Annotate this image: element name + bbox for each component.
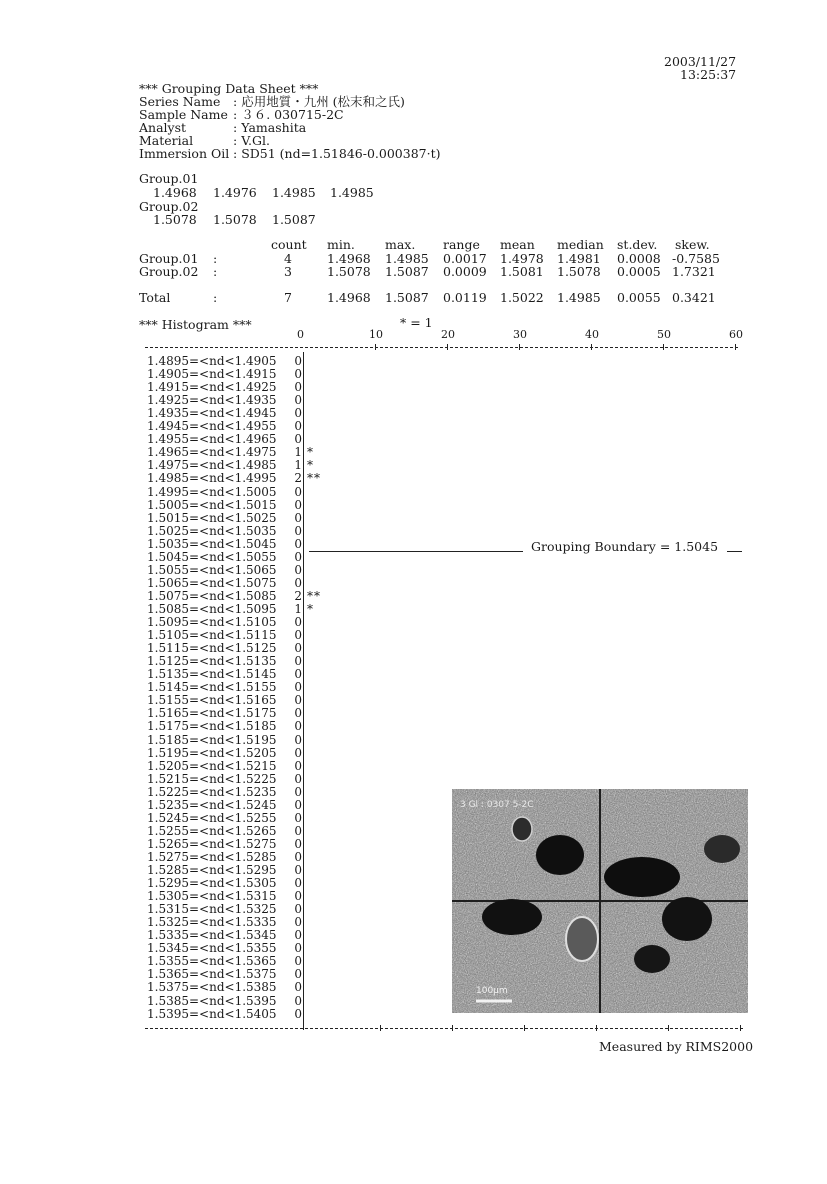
histogram-bin-count: 1 (294, 602, 302, 616)
info-key: Immersion Oil (139, 146, 230, 161)
info-value: V.Gl. (241, 133, 270, 148)
histogram-bin-label: 1.5215=<nd<1.5225 (147, 771, 277, 786)
histogram-bin-label: 1.5115=<nd<1.5125 (147, 641, 277, 656)
stats-header: mean (500, 237, 535, 252)
stats-cell: -0.7585 (672, 251, 720, 266)
histogram-bin-count: 0 (294, 784, 302, 799)
histogram-bin-count: 0 (294, 562, 302, 577)
histogram-bin-label: 1.5295=<nd<1.5305 (147, 876, 277, 890)
stats-total-cell: 1.5022 (500, 290, 544, 305)
histogram-row (147, 838, 387, 851)
histogram-bin-label: 1.5005=<nd<1.5015 (147, 497, 277, 512)
histogram-bin-count: 0 (294, 1006, 302, 1021)
info-value: Yamashita (241, 120, 307, 135)
group-value: 1.5078 (213, 212, 257, 227)
stats-cell: 1.5078 (557, 264, 601, 279)
axis-tick-top (447, 344, 448, 350)
axis-tick-label: 10 (369, 328, 383, 341)
axis-tick-bottom (452, 1025, 453, 1031)
histogram-bin-label: 1.5145=<nd<1.5155 (147, 680, 277, 695)
histogram-bin-count: 2 (294, 588, 302, 603)
histogram-bin-count: 0 (294, 876, 302, 890)
group-name: Group.01 (139, 171, 199, 186)
info-sep: : (233, 94, 242, 109)
histogram-bin-label: 1.5035=<nd<1.5045 (147, 536, 277, 551)
histogram-row (147, 981, 387, 994)
stats-total-cell: 7 (284, 290, 292, 305)
group-value: 1.4968 (153, 185, 197, 200)
histogram-bin-count: 0 (294, 941, 302, 956)
stats-cell: 4 (284, 251, 292, 266)
histogram-bin-count: 0 (294, 680, 302, 695)
histogram-bin-count: 0 (294, 354, 302, 368)
histogram-row (147, 694, 387, 707)
histogram-bar: ** (307, 588, 321, 603)
histogram-bin-label: 1.5095=<nd<1.5105 (147, 615, 277, 629)
stats-cell: 1.5081 (500, 264, 544, 279)
histogram-bin-count: 1 (294, 445, 302, 460)
info-key: Sample Name (139, 107, 228, 122)
histogram-bin-label: 1.5275=<nd<1.5285 (147, 849, 277, 864)
histogram-row (147, 747, 387, 760)
histogram-bin-count: 0 (294, 536, 302, 551)
grouping-boundary-label: Grouping Boundary = 1.5045 (531, 539, 719, 554)
histogram-row (147, 564, 387, 577)
histogram-bin-count: 0 (294, 863, 302, 877)
histogram-title: *** Histogram *** (139, 317, 252, 332)
histogram-bar: * (307, 602, 314, 616)
histogram-bin-label: 1.5165=<nd<1.5175 (147, 706, 277, 721)
info-sep: : (233, 120, 242, 135)
histogram-bin-count: 0 (294, 967, 302, 982)
histogram-bin-label: 1.5325=<nd<1.5335 (147, 915, 277, 930)
axis-tick-top (735, 344, 736, 350)
info-row (139, 147, 441, 160)
histogram-bin-label: 1.4985=<nd<1.4995 (147, 471, 277, 486)
histogram-bin-label: 1.5235=<nd<1.5245 (147, 797, 277, 812)
histogram-bin-label: 1.4895=<nd<1.4905 (147, 354, 277, 368)
stats-cell: 0.0017 (443, 251, 487, 266)
histogram-row (147, 720, 387, 733)
histogram-bin-label: 1.5185=<nd<1.5195 (147, 732, 277, 747)
histogram-bin-label: 1.5045=<nd<1.5055 (147, 549, 277, 564)
histogram-bin-label: 1.5025=<nd<1.5035 (147, 523, 277, 538)
stats-cell: 1.4981 (557, 251, 601, 266)
stats-total-cell: 0.0119 (443, 290, 487, 305)
stats-cell: 1.7321 (672, 264, 716, 279)
histogram-bin-label: 1.5085=<nd<1.5095 (147, 602, 277, 616)
axis-tick-bottom (380, 1025, 381, 1031)
histogram-row (147, 577, 387, 590)
histogram-bin-count: 0 (294, 745, 302, 760)
histogram-bin-label: 1.5375=<nd<1.5385 (147, 980, 277, 995)
histogram-bin-label: 1.5015=<nd<1.5025 (147, 510, 277, 525)
histogram-row (147, 825, 387, 838)
info-key: Material (139, 133, 194, 148)
histogram-row (147, 955, 387, 968)
histogram-bin-label: 1.5315=<nd<1.5325 (147, 902, 277, 917)
stats-total-cell: 1.4968 (327, 290, 371, 305)
axis-tick-top (375, 344, 376, 350)
stats-header: skew. (675, 237, 710, 252)
axis-tick-top (591, 344, 592, 350)
axis-tick-bottom (740, 1025, 741, 1031)
histogram-bin-count: 1 (294, 458, 302, 473)
histogram-row (147, 629, 387, 642)
histogram-row (147, 472, 387, 485)
histogram-bin-count: 0 (294, 615, 302, 629)
axis-tick-bottom (524, 1025, 525, 1031)
histogram-bin-count: 0 (294, 797, 302, 812)
histogram-axis-bottom (145, 1028, 743, 1029)
axis-tick-top (519, 344, 520, 350)
histogram-bin-count: 0 (294, 993, 302, 1008)
histogram-bin-count: 0 (294, 889, 302, 904)
stats-total-label: Total (139, 290, 171, 305)
histogram-row (147, 1008, 387, 1021)
histogram-bin-label: 1.5305=<nd<1.5315 (147, 889, 277, 904)
histogram-bin-count: 0 (294, 732, 302, 747)
axis-tick-top (663, 344, 664, 350)
stats-row-label: Group.02 (139, 264, 199, 279)
histogram-bin-label: 1.4955=<nd<1.4965 (147, 432, 277, 447)
micrograph-image (452, 789, 748, 1013)
stats-cell: 0.0008 (617, 251, 661, 266)
histogram-bin-count: 0 (294, 380, 302, 395)
histogram-bin-label: 1.5225=<nd<1.5235 (147, 784, 277, 799)
histogram-row (147, 799, 387, 812)
histogram-bin-label: 1.4935=<nd<1.4945 (147, 406, 277, 421)
group-value: 1.4985 (272, 185, 316, 200)
histogram-row (147, 812, 387, 825)
histogram-row (147, 394, 387, 407)
axis-tick-bottom (668, 1025, 669, 1031)
histogram-bar: * (307, 458, 314, 473)
histogram-bin-label: 1.5385=<nd<1.5395 (147, 993, 277, 1008)
histogram-row (147, 773, 387, 786)
histogram-bin-label: 1.5105=<nd<1.5115 (147, 628, 277, 642)
histogram-bin-label: 1.5075=<nd<1.5085 (147, 588, 277, 603)
axis-tick-label: 20 (441, 328, 455, 341)
histogram-bin-count: 0 (294, 510, 302, 525)
histogram-bin-label: 1.5055=<nd<1.5065 (147, 562, 277, 577)
histogram-row (147, 499, 387, 512)
histogram-bin-count: 0 (294, 393, 302, 408)
histogram-bin-label: 1.5395=<nd<1.5405 (147, 1006, 277, 1021)
histogram-bin-count: 0 (294, 549, 302, 564)
histogram-bin-label: 1.4915=<nd<1.4925 (147, 380, 277, 395)
stats-cell: 1.4985 (385, 251, 429, 266)
histogram-bin-count: 0 (294, 484, 302, 499)
histogram-bin-count: 0 (294, 719, 302, 734)
axis-tick-label: 30 (513, 328, 527, 341)
histogram-bin-count: 0 (294, 810, 302, 825)
histogram-row (147, 551, 387, 564)
stats-total-cell: 0.0055 (617, 290, 661, 305)
axis-tick-bottom (596, 1025, 597, 1031)
histogram-bin-label: 1.4995=<nd<1.5005 (147, 484, 277, 499)
axis-tick-label: 60 (729, 328, 743, 341)
histogram-row (147, 486, 387, 499)
histogram-bin-label: 1.5365=<nd<1.5375 (147, 967, 277, 982)
stats-total-cell: 1.5087 (385, 290, 429, 305)
stats-header: st.dev. (617, 237, 658, 252)
stats-total-cell: 0.3421 (672, 290, 716, 305)
histogram-bin-count: 2 (294, 471, 302, 486)
report-time: 13:25:37 (680, 67, 737, 82)
histogram-row (147, 590, 387, 603)
histogram-bin-count: 0 (294, 980, 302, 995)
histogram-bin-label: 1.5195=<nd<1.5205 (147, 745, 277, 760)
photo-scale-bar-label: 100μm (476, 986, 508, 996)
histogram-bin-label: 1.5355=<nd<1.5365 (147, 954, 277, 969)
group-name: Group.02 (139, 199, 199, 214)
grouping-boundary-line (309, 551, 523, 552)
histogram-row (147, 538, 387, 551)
histogram-bin-count: 0 (294, 367, 302, 382)
histogram-bin-label: 1.5265=<nd<1.5275 (147, 836, 277, 851)
axis-tick-label: 40 (585, 328, 599, 341)
histogram-bin-count: 0 (294, 928, 302, 943)
info-key: Series Name (139, 94, 221, 109)
group-value: 1.5078 (153, 212, 197, 227)
histogram-scale-note: * = 1 (400, 315, 433, 330)
histogram-bin-count: 0 (294, 406, 302, 421)
histogram-bin-label: 1.5155=<nd<1.5165 (147, 693, 277, 708)
histogram-bin-label: 1.5175=<nd<1.5185 (147, 719, 277, 734)
info-sep: : (233, 107, 242, 122)
histogram-row (147, 355, 387, 368)
histogram-row (147, 995, 387, 1008)
grouping-boundary-tail (727, 551, 742, 552)
histogram-bar: * (307, 445, 314, 460)
stats-header: max. (385, 237, 416, 252)
stats-cell: 1.4968 (327, 251, 371, 266)
histogram-bin-count: 0 (294, 836, 302, 851)
stats-header: range (443, 237, 480, 252)
stats-header: count (271, 237, 307, 252)
histogram-bin-label: 1.4965=<nd<1.4975 (147, 445, 277, 460)
histogram-bin-count: 0 (294, 954, 302, 969)
histogram-bin-count: 0 (294, 849, 302, 864)
histogram-bin-label: 1.5245=<nd<1.5255 (147, 810, 277, 825)
stats-total-cell: 1.4985 (557, 290, 601, 305)
stats-row-sep: : (213, 264, 218, 279)
histogram-bin-label: 1.5335=<nd<1.5345 (147, 928, 277, 943)
micrograph-photo (452, 789, 748, 1013)
histogram-row (147, 668, 387, 681)
measured-by-footer: Measured by RIMS2000 (599, 1039, 754, 1054)
histogram-bin-count: 0 (294, 915, 302, 930)
histogram-row (147, 916, 387, 929)
histogram-row (147, 407, 387, 420)
stats-cell: 1.4978 (500, 251, 544, 266)
histogram-row (147, 642, 387, 655)
histogram-row (147, 851, 387, 864)
histogram-bin-count: 0 (294, 902, 302, 917)
group-value: 1.5087 (272, 212, 316, 227)
histogram-bin-count: 0 (294, 771, 302, 786)
group-value: 1.4985 (330, 185, 374, 200)
histogram-bin-count: 0 (294, 758, 302, 773)
histogram-bin-count: 0 (294, 497, 302, 512)
histogram-row (147, 433, 387, 446)
info-value: ３６. 030715-2C (241, 107, 344, 122)
histogram-bin-count: 0 (294, 432, 302, 447)
stats-header: median (557, 237, 604, 252)
stats-cell: 0.0005 (617, 264, 661, 279)
histogram-bin-label: 1.4925=<nd<1.4935 (147, 393, 277, 408)
histogram-bin-label: 1.4945=<nd<1.4955 (147, 419, 277, 434)
stats-cell: 0.0009 (443, 264, 487, 279)
histogram-bin-count: 0 (294, 575, 302, 590)
histogram-bin-count: 0 (294, 667, 302, 682)
histogram-bar: ** (307, 471, 321, 486)
histogram-row (147, 525, 387, 538)
stats-row-sep: : (213, 251, 218, 266)
info-sep: : (233, 146, 242, 161)
sheet-title: *** Grouping Data Sheet *** (139, 81, 319, 96)
histogram-row (147, 734, 387, 747)
histogram-bin-count: 0 (294, 523, 302, 538)
histogram-bin-count: 0 (294, 419, 302, 434)
stats-cell: 1.5087 (385, 264, 429, 279)
info-key: Analyst (139, 120, 187, 135)
histogram-bin-count: 0 (294, 628, 302, 642)
info-value: 応用地質・九州 (松末和之氏) (241, 94, 405, 109)
histogram-bin-label: 1.4905=<nd<1.4915 (147, 367, 277, 382)
histogram-bin-count: 0 (294, 706, 302, 721)
histogram-bin-label: 1.5345=<nd<1.5355 (147, 941, 277, 956)
photo-label: 3 Gl : 0307 5-2C (460, 800, 534, 810)
histogram-bin-label: 1.5255=<nd<1.5265 (147, 823, 277, 838)
histogram-bin-label: 1.5125=<nd<1.5135 (147, 654, 277, 669)
stats-total-sep: : (213, 290, 218, 305)
stats-cell: 1.5078 (327, 264, 371, 279)
histogram-bin-count: 0 (294, 654, 302, 669)
histogram-bin-label: 1.5285=<nd<1.5295 (147, 863, 277, 877)
axis-tick-label: 50 (657, 328, 671, 341)
histogram-row (147, 877, 387, 890)
stats-header: min. (327, 237, 355, 252)
info-value: SD51 (nd=1.51846-0.000387·t) (241, 146, 441, 161)
histogram-bin-count: 0 (294, 693, 302, 708)
histogram-bin-label: 1.5205=<nd<1.5215 (147, 758, 277, 773)
histogram-bin-label: 1.5135=<nd<1.5145 (147, 667, 277, 682)
histogram-bin-label: 1.5065=<nd<1.5075 (147, 575, 277, 590)
histogram-bin-count: 0 (294, 641, 302, 656)
histogram-row (147, 786, 387, 799)
report-date: 2003/11/27 (664, 54, 737, 69)
histogram-row (147, 760, 387, 773)
axis-tick-label: 0 (297, 328, 304, 341)
stats-row-label: Group.01 (139, 251, 199, 266)
info-sep: : (233, 133, 242, 148)
histogram-axis-top (145, 347, 738, 348)
histogram-row (147, 929, 387, 942)
group-value: 1.4976 (213, 185, 257, 200)
histogram-bin-count: 0 (294, 823, 302, 838)
histogram-bin-label: 1.4975=<nd<1.4985 (147, 458, 277, 473)
histogram-row (147, 512, 387, 525)
stats-cell: 3 (284, 264, 292, 279)
